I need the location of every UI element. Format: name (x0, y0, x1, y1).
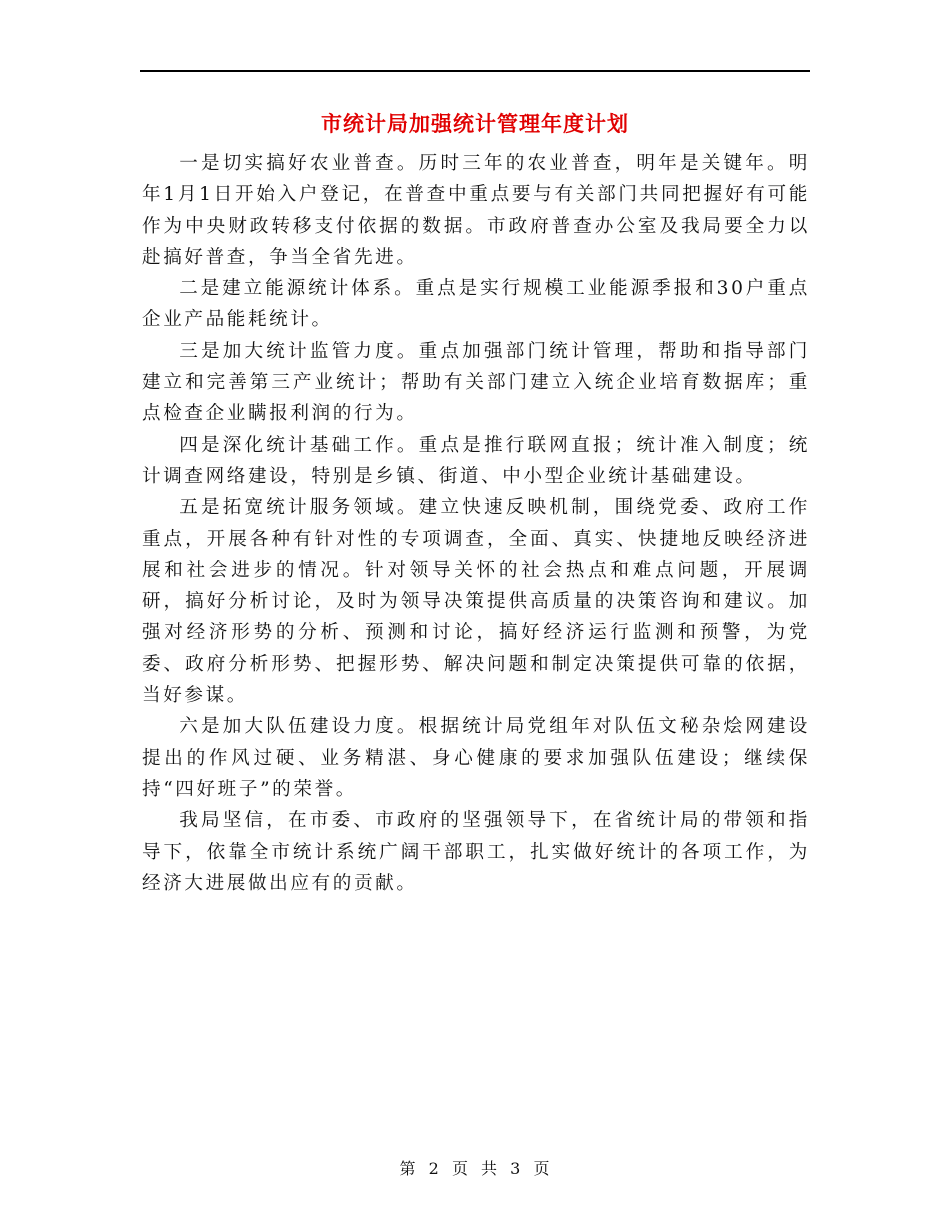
footer-prefix: 第 (399, 1159, 417, 1178)
paragraph-team-building: 六是加大队伍建设力度。根据统计局党组年对队伍文秘杂烩网建设提出的作风过硬、业务精湛、身心健康的要求加强队伍建设；继续保持“四好班子”的荣誉。 (142, 716, 810, 800)
footer-suffix: 页 (533, 1159, 551, 1178)
paragraph-supervision: 三是加大统计监管力度。重点加强部门统计管理，帮助和指导部门建立和完善第三产业统计；帮助有关部门建立入统企业培育数据库；重点检查企业瞒报利润的行为。 (142, 340, 810, 425)
total-pages-number: 3 (510, 1159, 522, 1178)
document-title: 市统计局加强统计管理年度计划 (321, 112, 629, 136)
footer-total-word: 共 (481, 1159, 499, 1178)
paragraph-conclusion: 我局坚信，在市委、市政府的坚强领导下，在省统计局的带领和指导下，依靠全市统计系统广阔干部职工，扎实做好统计的各项工作，为经济大进展做出应有的贡献。 (142, 810, 810, 894)
paragraph-service-field: 五是拓宽统计服务领域。建立快速反映机制，围绕党委、政府工作重点，开展各种有针对性的专项调查，全面、真实、快捷地反映经济进展和社会进步的情况。针对领导关怀的社会热点和难点问题，开展调研，搞好分析讨论，及时为领导决策提供高质量的决策咨询和建议。加强对经济形势的分析、预测和讨论，搞好经济运行监测和预警，为党委、政府分析形势、把握形势、解决问题和制定决策提供可靠的依据，当好参谋。 (142, 497, 810, 707)
paragraph-agriculture-census: 一是切实搞好农业普查。历时三年的农业普查，明年是关键年。明年1月1日开始入户登记，在普查中重点要与有关部门共同把握好有可能作为中央财政转移支付依据的数据。市政府普查办公室及我局要全力以赴搞好普查，争当全省先进。 (142, 153, 810, 268)
paragraph-basic-work: 四是深化统计基础工作。重点是推行联网直报；统计准入制度；统计调查网络建设，特别是乡镇、街道、中小型企业统计基础建设。 (142, 434, 810, 487)
page-footer (0, 1156, 950, 1179)
footer-page-word: 页 (451, 1159, 469, 1178)
document-body (142, 148, 810, 899)
paragraph-energy-statistics: 二是建立能源统计体系。重点是实行规模工业能源季报和30户重点企业产品能耗统计。 (142, 278, 810, 331)
header-rule (140, 70, 810, 72)
current-page-number: 2 (428, 1159, 440, 1178)
